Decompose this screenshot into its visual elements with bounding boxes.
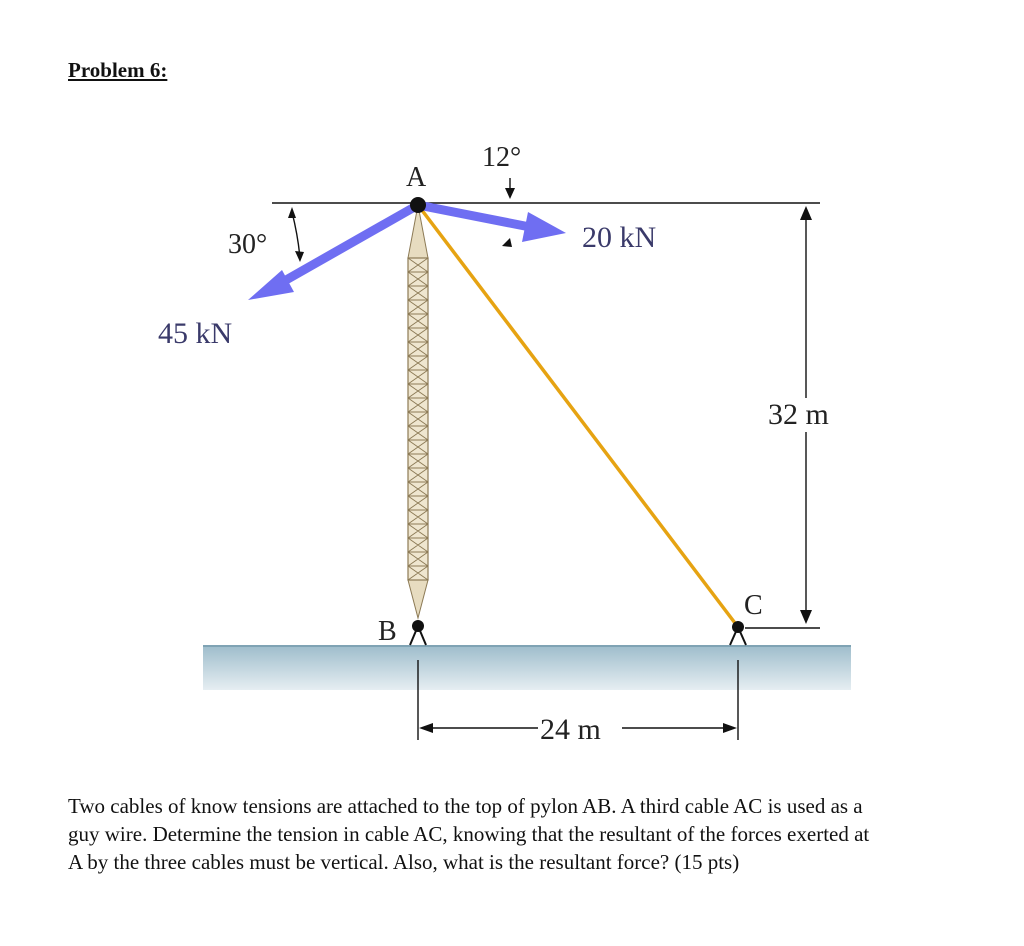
point-a <box>410 197 426 213</box>
ground <box>203 645 851 690</box>
angle-30-indicator <box>288 207 304 262</box>
problem-title: Problem 6: <box>68 58 168 82</box>
guy-wire-ac <box>418 205 738 627</box>
angle-12-indicator <box>502 178 515 247</box>
label-point-c: C <box>744 590 763 621</box>
problem-statement <box>68 792 988 876</box>
label-angle-12: 12° <box>482 142 522 173</box>
label-angle-30: 30° <box>228 229 268 260</box>
support-b <box>410 620 426 645</box>
support-c <box>730 621 746 645</box>
statement-line: A by the three cables must be vertical. Also, what is the resultant force? (15 pts) <box>68 850 740 874</box>
force-arrow-45kn <box>248 205 418 300</box>
label-dimension-32m: 32 m <box>768 398 829 431</box>
label-point-a: A <box>406 162 427 193</box>
pylon <box>408 205 428 618</box>
statement-line: Two cables of know tensions are attached to the top of pylon AB. A third cable AC is used as a <box>68 794 863 818</box>
label-point-b: B <box>378 616 397 647</box>
label-force-20kn: 20 kN <box>582 221 657 254</box>
label-force-45kn: 45 kN <box>158 317 233 350</box>
statement-line: guy wire. Determine the tension in cable AC, knowing that the resultant of the forces exerted at <box>68 822 870 846</box>
label-dimension-24m: 24 m <box>540 713 601 746</box>
